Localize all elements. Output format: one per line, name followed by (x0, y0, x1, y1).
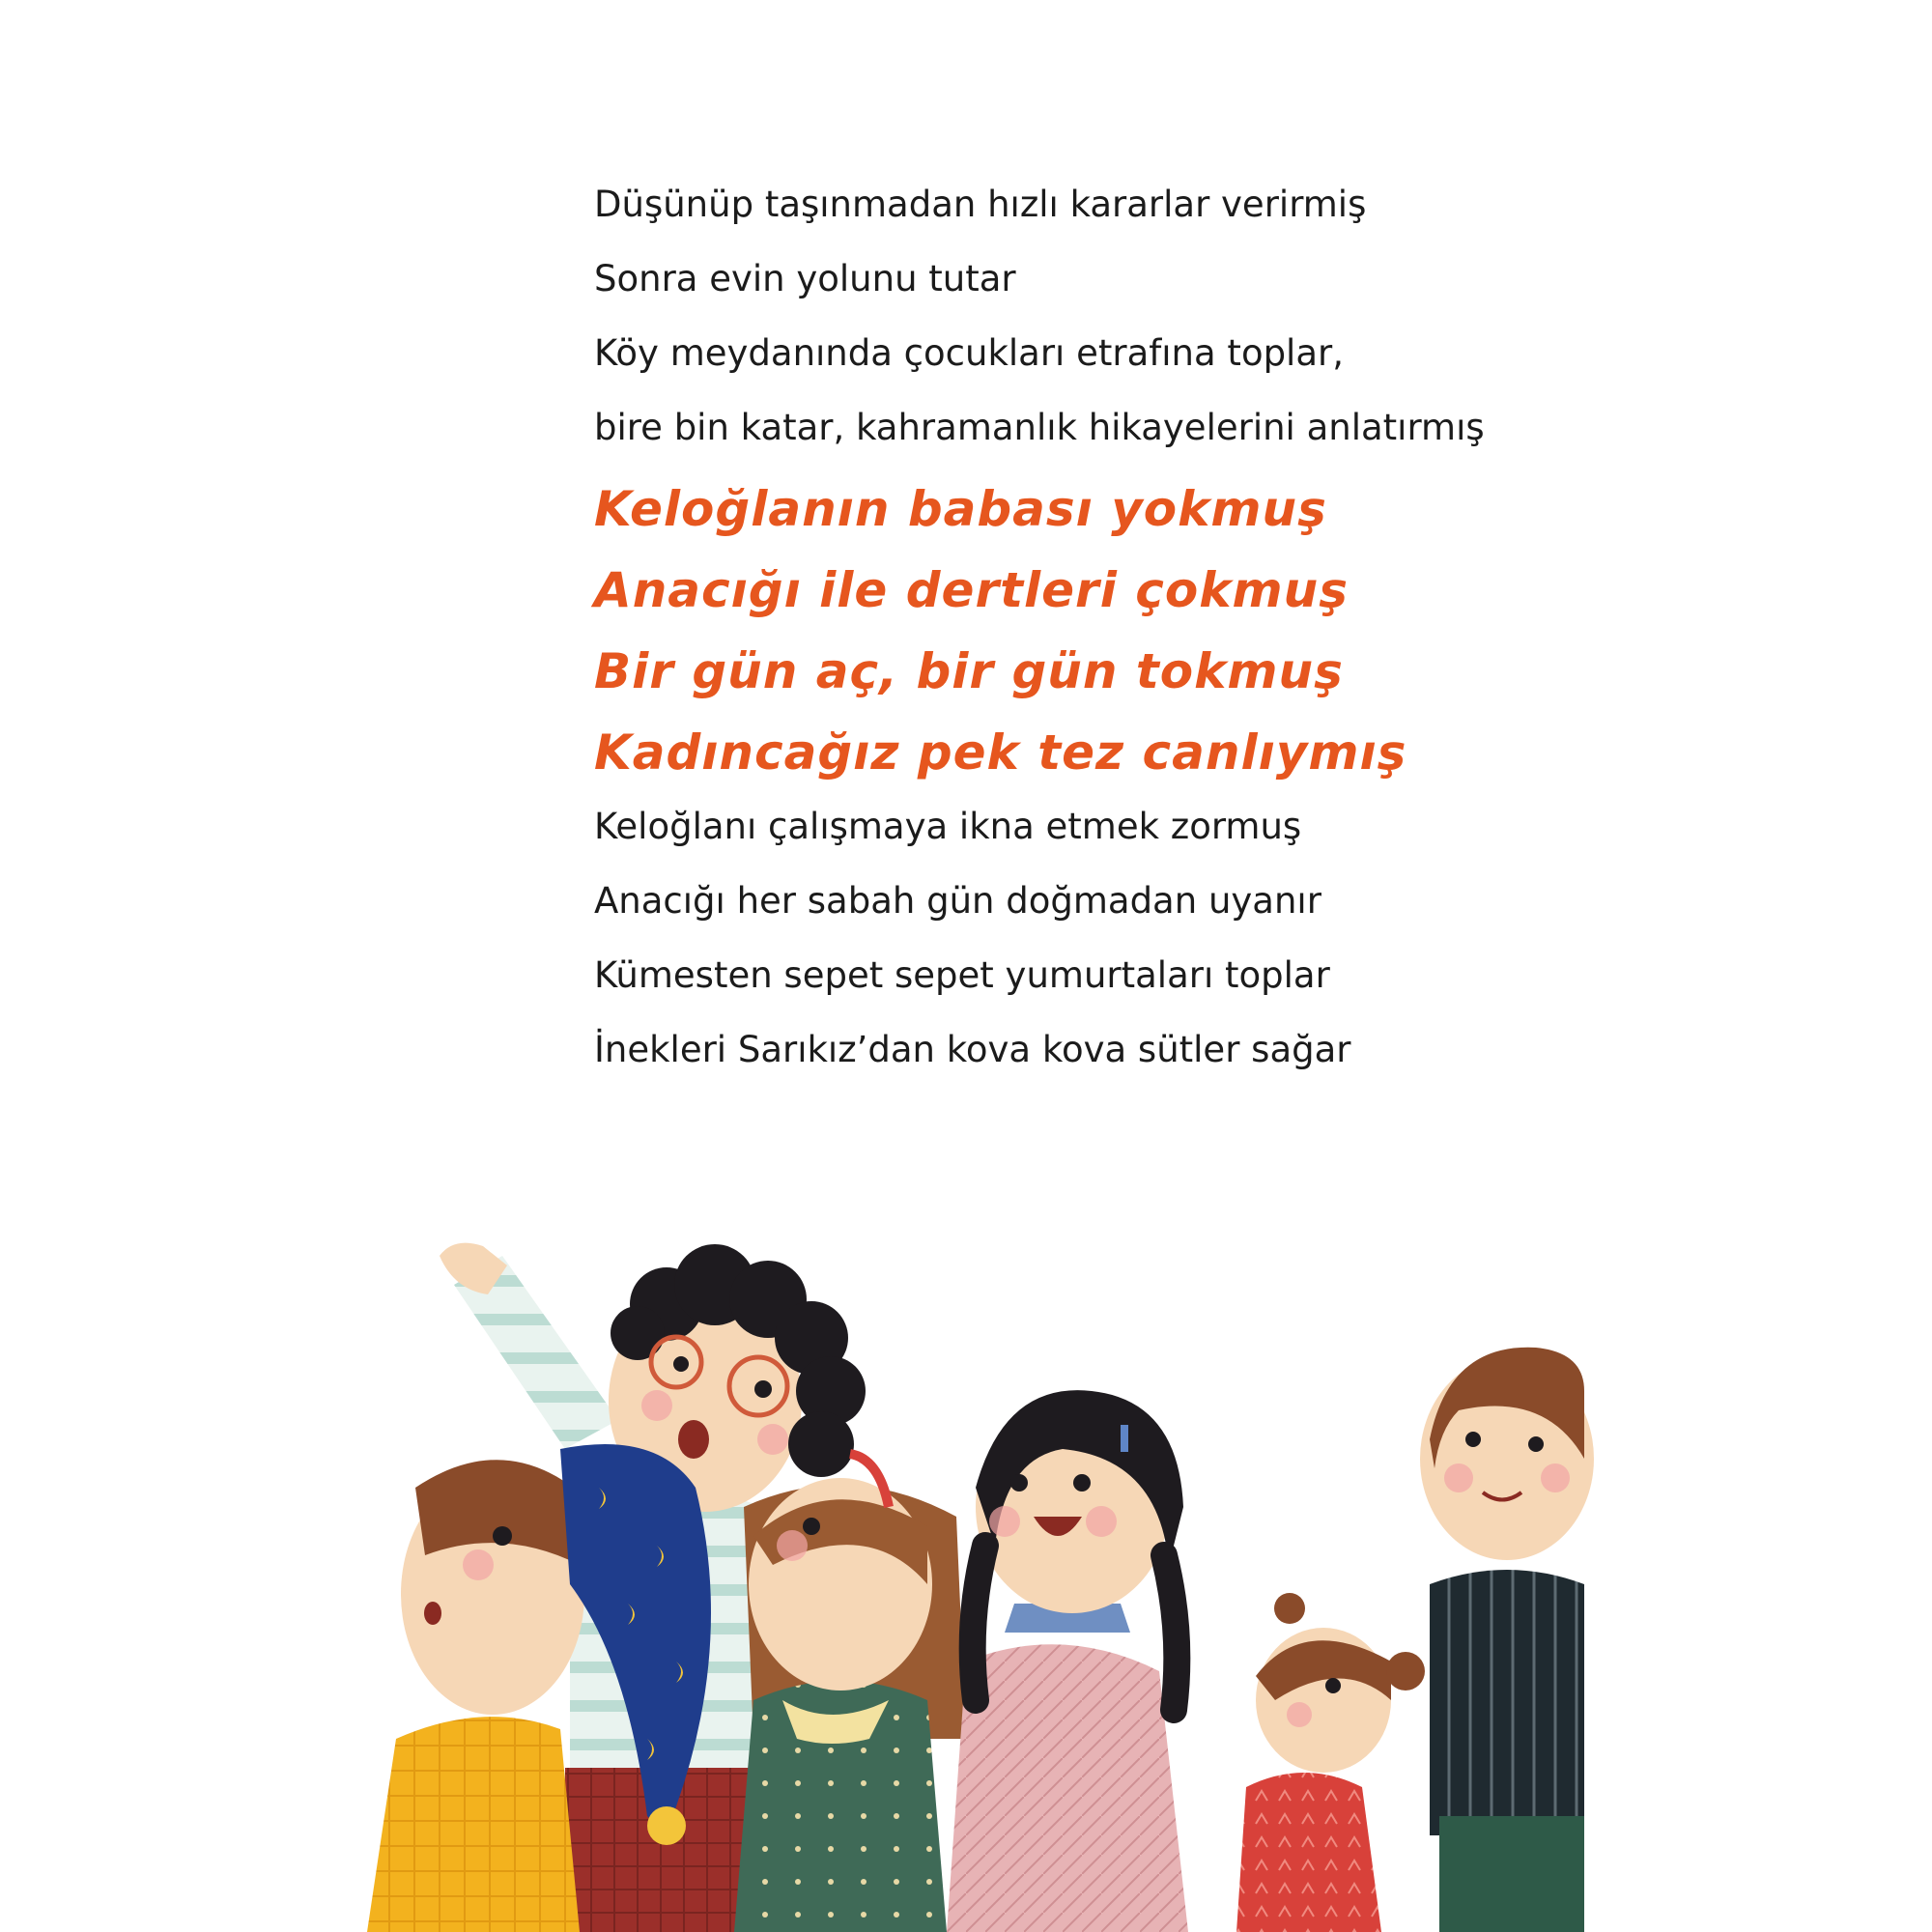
pigtail (1386, 1652, 1425, 1690)
poem-line: Düşünüp taşınmadan hızlı kararlar verirmiş (594, 184, 1367, 225)
green-pants (1439, 1816, 1584, 1932)
poem-refrain-line: Kadıncağız pek tez canlıymış (594, 724, 1407, 781)
hair-clip (1121, 1425, 1128, 1452)
right-braid (1164, 1555, 1177, 1710)
braids-girl (947, 1390, 1188, 1932)
hair-bun (1274, 1593, 1305, 1624)
poem-refrain-line: Bir gün aç, bir gün tokmuş (594, 643, 1344, 699)
headband-girl (734, 1454, 966, 1932)
left-braid (973, 1546, 985, 1700)
poem-line: Köy meydanında çocukları etrafına toplar, (594, 332, 1344, 374)
poem-line: Kümesten sepet sepet yumurtaları toplar (594, 954, 1330, 996)
poem-line: Anacığı her sabah gün doğmadan uyanır (594, 880, 1321, 922)
poem-text-block (594, 174, 1560, 1094)
toddler-girl (1236, 1593, 1425, 1932)
yellow-sweater (367, 1717, 580, 1932)
cap-pom (647, 1806, 686, 1845)
poem-line: Keloğlanı çalışmaya ikna etmek zormuş (594, 806, 1302, 847)
red-dress (1236, 1773, 1381, 1932)
tall-boy (1420, 1348, 1594, 1932)
poem-line: Sonra evin yolunu tutar (594, 258, 1016, 299)
open-mouth (678, 1420, 709, 1459)
poem-line: İnekleri Sarıkız’dan kova kova sütler sağar (594, 1029, 1351, 1070)
small-mouth (424, 1602, 441, 1625)
poem-refrain-line: Keloğlanın babası yokmuş (594, 481, 1327, 537)
children-illustration (367, 1236, 1594, 1932)
poem-refrain-line: Anacığı ile dertleri çokmuş (594, 562, 1349, 618)
poem-line: bire bin katar, kahramanlık hikayelerini anlatırmış (594, 407, 1485, 448)
dark-sweater (1430, 1570, 1584, 1835)
